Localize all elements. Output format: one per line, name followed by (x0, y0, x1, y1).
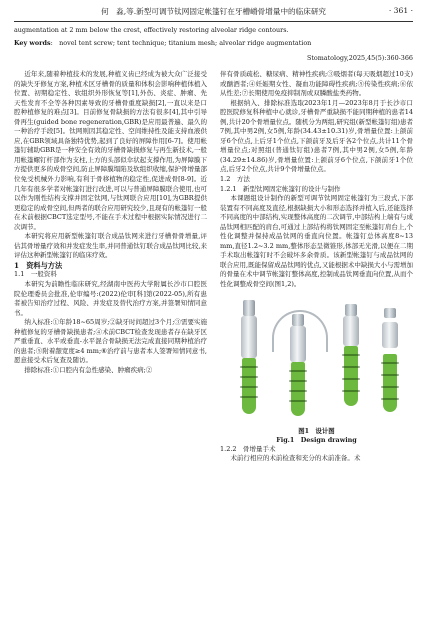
right-column (220, 70, 413, 464)
tent-screw-components-exploded (376, 308, 406, 420)
keywords-text: : novel tent screw; tent technique; titanium mesh; alveolar ridge augmentation (50, 39, 312, 47)
patients-paragraph: 根据纳入、排除标准选取2023年1月—2023年8月于长沙市口腔医院修复科种植中心就诊,牙槽骨严重缺损不能同期种植的患者14例,共计20个骨增量位点。随机分为两组,研究组(新型帐篷钉组)患者7例,其中男2例,女5例,年龄(34.43±10.31)岁,骨增量位置:上颌前牙6个位点,上后牙1个位点,下颌前牙及后牙各2个位点,共计11个骨增量位点;对照组(普通钛钉组)患者7例,其中男2例,女5例,年龄(34.29±14.86)岁,骨增量位置:上颌前牙6个位点,下颌前牙1个位点,后牙2个位点,共计9个骨增量位点。 (220, 98, 413, 174)
running-header (14, 6, 413, 20)
citation: Stomatology,2025,45(5):360-366 (306, 54, 413, 62)
keywords-label: Key words (14, 39, 51, 47)
exclusion-paragraph-start: 排除标准:①口腔内有急性感染、肿瘤疾病;② (24, 365, 153, 374)
subsection-heading-1-1: 1.1 一般资料 (14, 270, 57, 279)
header-title: 何 淼,等.新型可调节钛网固定帐篷钉在牙槽嵴骨增量中的临床研究 (100, 7, 327, 16)
abstract-tail: augmentation at 2 mm below the crest, effectively restoring alveolar ridge contours. (14, 26, 289, 34)
intro-paragraph-1: 近年来,随着种植技术的发展,种植义齿已经成为被大众广泛接受的缺失牙修复方案,种植术区牙槽骨的质量和体积会影响种植体植入位置、初期稳定性、软组织外形恢复等[1],外伤、炎症、肿瘤、先天性发育不全等各种因素导致的牙槽骨重度缺损[2],一直以来是口腔种植修复的难点[3]。目前修复骨缺损的方法有很多[4],其中引导骨再生(guided bone regeneration,GBR)是应用最普遍、最久的一种治疗手段[5]。钛网则因其稳定性、空间维持性及能支持血液供应,在GBR领域具备独特优势,起到了良好的屏障作用[6-7]。使用帐篷钉辅助GBR是一种安全有效的牙槽骨缺损修复与再生新技术,一般用帐篷螺钉杆部作为支柱,上方的头部似伞状起支撑作用,为屏障膜下方提供更多的成骨空间,防止屏障膜塌陷及软组织收缩,保护骨增量部位免受机械外力影响,有利于骨移植物的稳定性,促进成骨[8-9]。近几年有很多学者对帐篷钉进行改进,可以与普通屏障膜联合使用,也可以作为刚性结构支撑并固定钛网,与钛网联合应用[10],为GBR提供更稳定的成骨空间,但两者的联合应用研究较少,且现有的帐篷钉一般在术前根据CBCT选定型号,不能在手术过程中根据实际情况进行二次调节。 (14, 70, 207, 231)
tent-screw-with-mesh-illustration (272, 310, 328, 422)
header-rule (14, 21, 413, 22)
subsection-heading-1-2-2: 1.2.2 骨增量手术 (220, 444, 276, 453)
figure-caption-cn: 图1 设计图 (298, 426, 335, 435)
page-number: · 361 · (388, 6, 413, 15)
exclusion-paragraph-end: 伴有骨质疏松、糖尿病、精神性疾病;③吸烟者(每天吸烟超过10支)或酗酒者;④妊娠期女性、凝血功能障碍性疾病;⑤传染性疾病;⑥依从性差;⑦长期使用免疫抑制剂或双膦酸盐类药物。 (220, 70, 413, 98)
subsection-heading-1-2-1: 1.2.1 新型钛网固定帐篷钉的设计与制作 (220, 184, 341, 193)
left-column (14, 70, 207, 376)
subsection-heading-1-2: 1.2 方法 (220, 175, 250, 184)
keywords (14, 39, 413, 48)
figure-1-design-drawing (220, 294, 413, 426)
figure-caption-en: Fig.1 Design drawing (276, 435, 357, 444)
design-paragraph: 本课题组设计制作的新型可调节钛网固定帐篷钉为三段式,下部装置有不同高度及直径,根据缺损大小和形态选择并植入后,还能选择不同高度的中部结构,实现整体高度的二次调节,中部结构上端有与成品钛网相匹配的肩台,可通过上部结构将钛网固定至帐篷钉肩台上,个性化调整并保持成品钛网的垂直向位置。帐篷钉总体高度8~13 mm,直径1.2~3.2 mm,整体形态呈微锥形,体部无光滑,以便在二期手术取出帐篷钉时不会破坏多余骨质。该新型帐篷钉与成品钛网的联合应用,既能保留成品钛网的优点,又能根据术中缺损大小与需增加的骨量在术中调节帐篷钉整体高度,控制成品钛网垂直向位置,从而个性化调整成骨空间(图1,2)。 (220, 194, 413, 289)
screw-body-1 (242, 358, 256, 414)
section-heading-1: 1 资料与方法 (14, 260, 63, 270)
tent-screw-illustration-1 (238, 300, 260, 420)
intro-paragraph-2: 本研究将应用新型帐篷钉联合成品钛网来进行牙槽骨骨增量,评估其骨增量疗效和并发症发生率,并同普通钛钉联合成品钛网比较,来评估这种新型帐篷钉的临床疗效。 (14, 232, 207, 260)
general-paragraph: 本研究为前瞻性临床研究,经湖南中医药大学附属长沙市口腔医院伦理委员会批准,伦审编号:(2022)伦审[科]第(2022-05),所有患者被告知治疗过程、风险、并发症及替代治疗方案,并签署知情同意书。 (14, 280, 207, 317)
tent-screw-illustration-2 (340, 304, 362, 420)
inclusion-paragraph: 纳入标准:①年龄18~65周岁;②缺牙时间超过3个月;③需要实施种植修复的牙槽骨缺损患者;④术前CBCT检查发现患者存在缺牙区严重垂直、水平或垂直-水平混合骨缺损无法完成直接同期种植治疗的患者;⑤附着龈宽度≥4 mm;⑥治疗前与患者本人签署知情同意书,愿意接受术后复查及随访。 (14, 318, 207, 365)
figure-caption (220, 427, 413, 445)
surgery-paragraph-start: 术前行相应的术前检查和充分的术前准备。术 (230, 454, 361, 463)
